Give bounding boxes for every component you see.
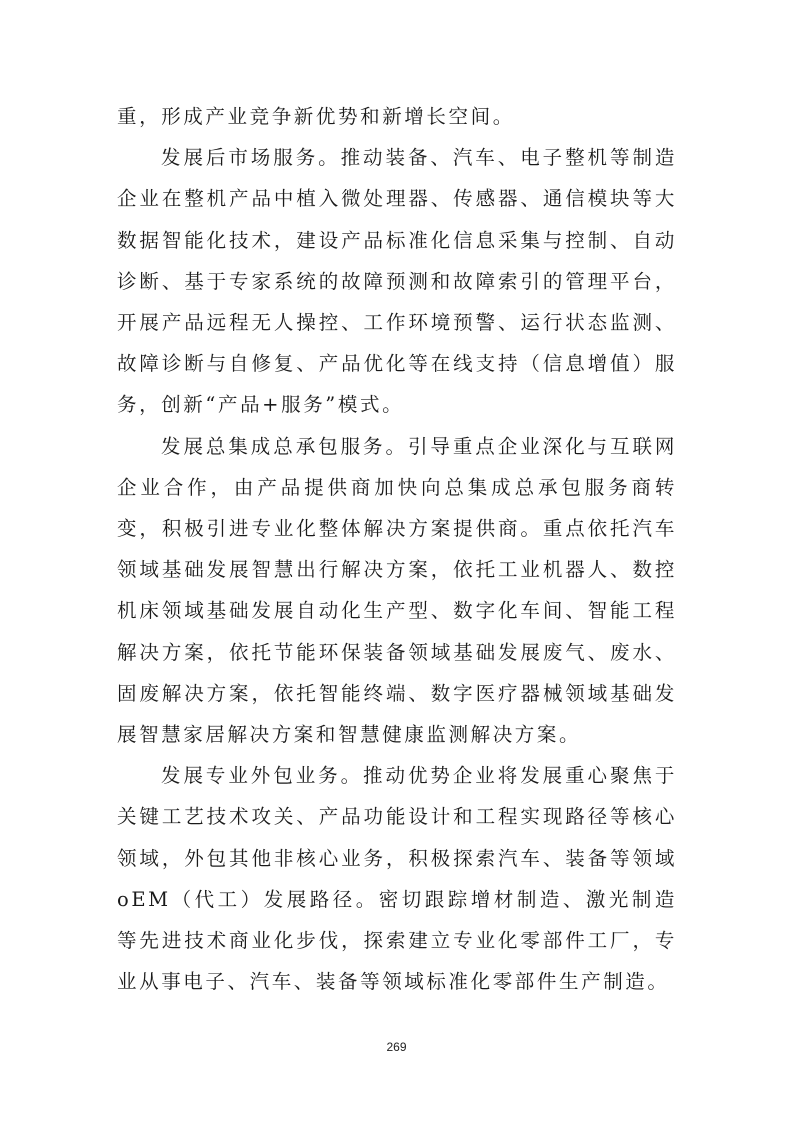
paragraph-continuation: 重，形成产业竞争新优势和新增长空间。	[117, 105, 515, 128]
paragraph-aftermarket-services: 发展后市场服务。推动装备、汽车、电子整机等制造企业在整机产品中植入微处理器、传感器、通信模块等大数据智能化技术，建设产品标准化信息采集与控制、自动诊断、基于专家系统的故障预测和故障索引的管理平台，开展产品远程无人操控、工作环境预警、运行状态监测、故障诊断与自修复、产品优化等在线支持（信息增值）服务，创新“产品+服务”模式。	[117, 146, 677, 417]
page-number: 269	[386, 1040, 407, 1054]
paragraph-general-contracting: 发展总集成总承包服务。引导重点企业深化与互联网企业合作，由产品提供商加快向总集成总承包服务商转变，积极引进专业化整体解决方案提供商。重点依托汽车领域基础发展智慧出行解决方案，依托工业机器人、数控机床领域基础发展自动化生产型、数字化车间、智能工程解决方案，依托节能环保装备领域基础发展废气、废水、固废解决方案，依托智能终端、数字医疗器械领域基础发展智慧家居解决方案和智慧健康监测解决方案。	[117, 434, 677, 747]
paragraph-outsourcing: 发展专业外包业务。推动优势企业将发展重心聚焦于关键工艺技术攻关、产品功能设计和工程实现路径等核心领域，外包其他非核心业务，积极探索汽车、装备等领域oEM（代工）发展路径。密切跟踪增材制造、激光制造等先进技术商业化步伐，探索建立专业化零部件工厂，专业从事电子、汽车、装备等领域标准化零部件生产制造。	[117, 764, 677, 994]
body-text	[117, 96, 677, 1002]
